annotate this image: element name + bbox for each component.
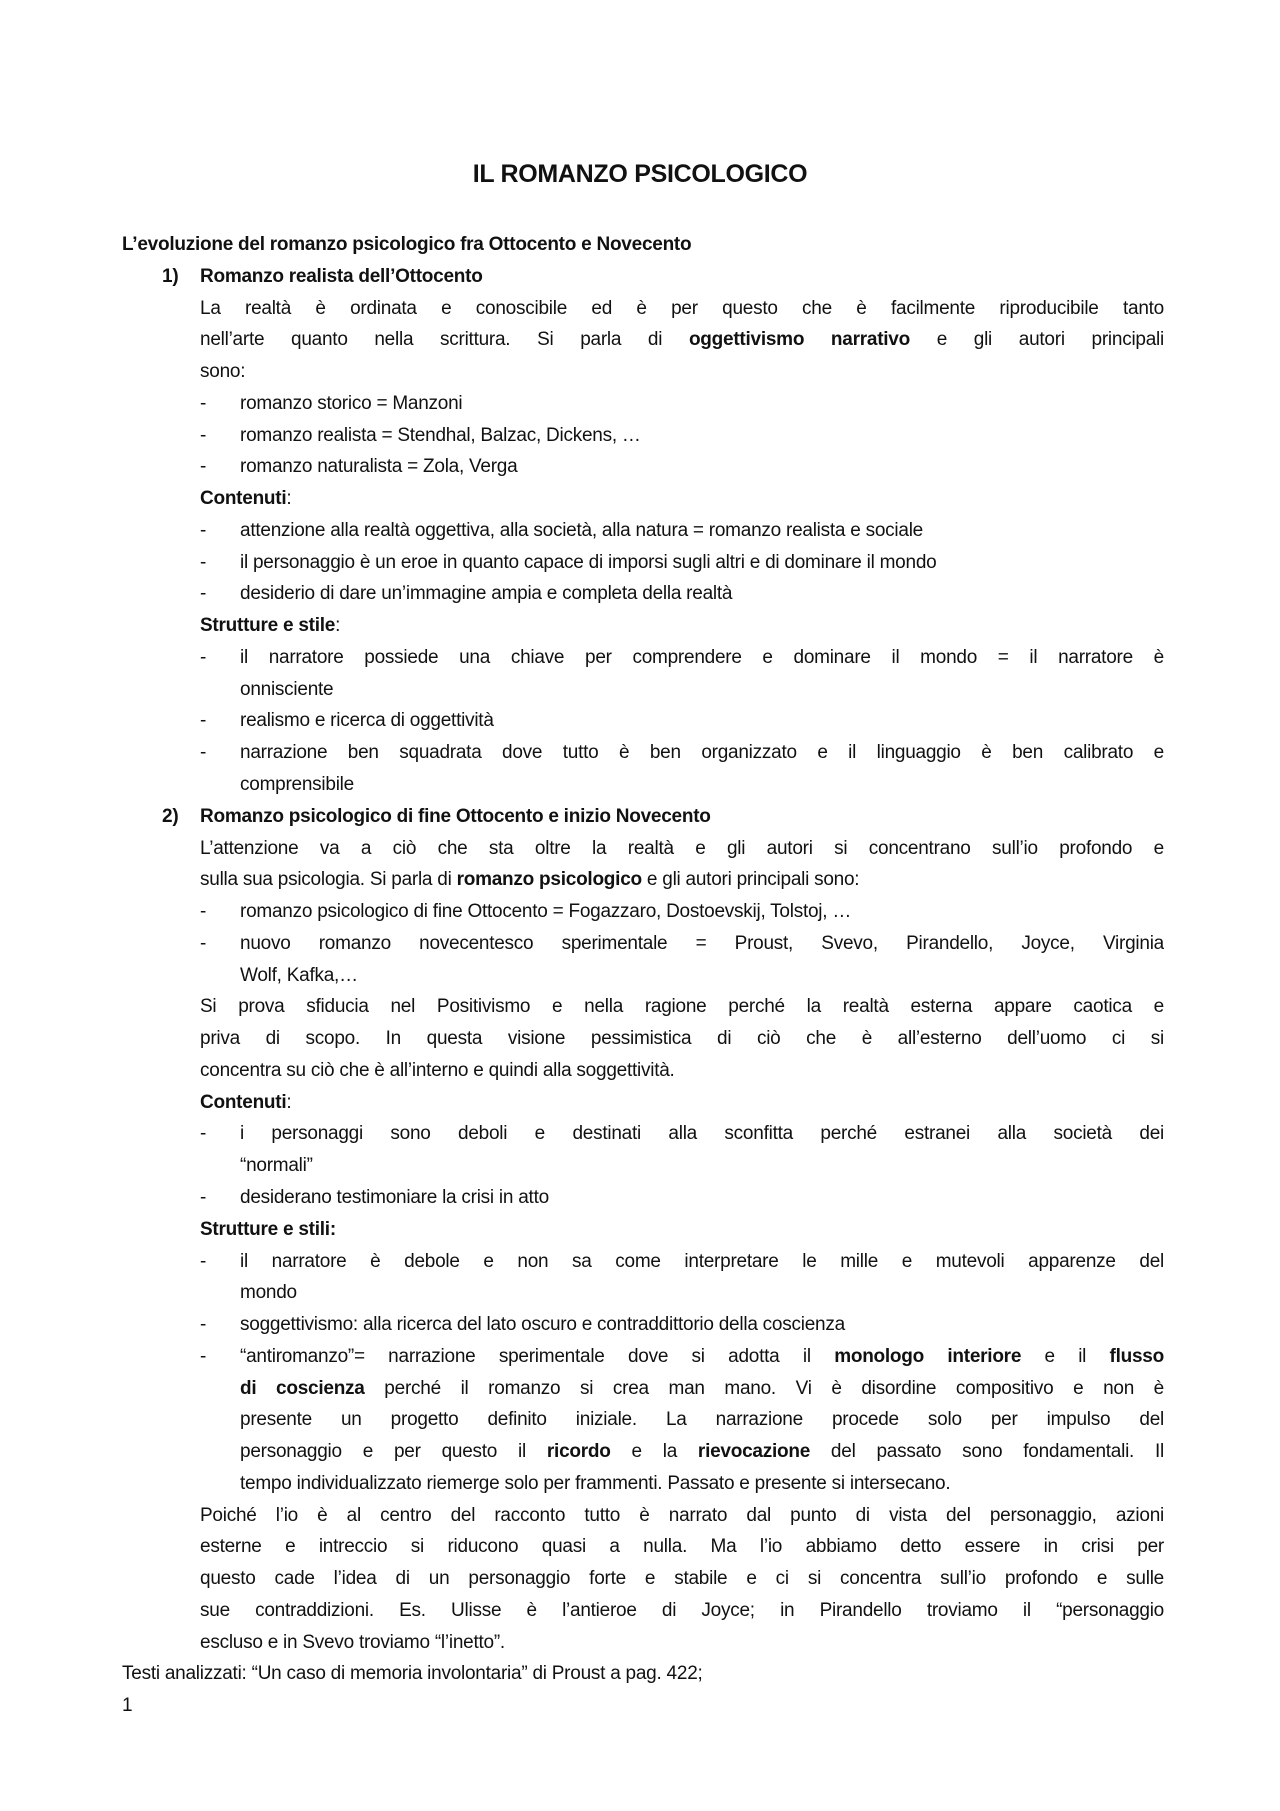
text-line [0, 833, 1280, 865]
line-text [122, 229, 1164, 261]
text-line [0, 769, 1280, 801]
bullet-dash: - [200, 1186, 207, 1208]
line-text [200, 293, 1164, 325]
line-text [240, 737, 1164, 769]
list-number: 1) [162, 265, 179, 287]
bullet-dash: - [200, 646, 207, 668]
text-line [0, 324, 1280, 356]
line-text [240, 547, 1164, 579]
text-segment: personaggio e per questo il [240, 1441, 547, 1463]
line-text [200, 1055, 1164, 1087]
line-text [240, 896, 1164, 928]
line-text [240, 1341, 1164, 1373]
bullet-item [0, 1309, 1280, 1341]
text-line [0, 960, 1280, 992]
text-line [0, 1500, 1280, 1532]
text-segment: : [335, 615, 341, 637]
text-line [0, 1373, 1280, 1405]
text-segment: soggettivismo: alla ricerca del lato oscuro e contraddittorio della coscienza [240, 1314, 845, 1336]
line-text [200, 1023, 1164, 1055]
text-segment: tempo individualizzato riemerge solo per frammenti. Passato e presente si intersecano. [240, 1472, 951, 1494]
text-line [0, 1563, 1280, 1595]
bullet-item [0, 642, 1280, 674]
section-heading [0, 1658, 1280, 1690]
bullet-dash: - [200, 901, 207, 923]
line-text [240, 1436, 1164, 1468]
document-body [0, 229, 1280, 1690]
text-segment: Testi analizzati: “Un caso di memoria involontaria” di Proust a pag. 422; [122, 1663, 703, 1685]
text-segment: romanzo psicologico di fine Ottocento = Fogazzaro, Dostoevskij, Tolstoj, … [240, 901, 852, 923]
text-segment: sue contraddizioni. Es. Ulisse è l’antieroe di Joyce; in Pirandello troviamo il “personaggio [200, 1599, 1164, 1621]
line-text [240, 1118, 1164, 1150]
bullet-dash: - [200, 551, 207, 573]
text-segment: “antiromanzo”= narrazione sperimentale dove si adotta il [240, 1345, 835, 1367]
line-text [200, 1627, 1164, 1659]
text-segment: e la [610, 1441, 698, 1463]
bold-text: L’evoluzione del romanzo psicologico fra Ottocento e Novecento [122, 234, 692, 255]
text-segment: escluso e in Svevo troviamo “l’inetto”. [200, 1631, 505, 1653]
bullet-item [0, 1118, 1280, 1150]
line-text [200, 1595, 1164, 1627]
text-line [0, 293, 1280, 325]
text-segment: onnisciente [240, 678, 334, 700]
numbered-heading [0, 801, 1280, 833]
text-segment: il personaggio è un eroe in quanto capace di imporsi sugli altri e di dominare il mondo [240, 551, 937, 573]
bullet-dash: - [200, 1314, 207, 1336]
bold-text: monologo interiore [834, 1345, 1022, 1367]
bullet-dash: - [200, 1345, 207, 1367]
text-segment: e gli autori principali [909, 329, 1164, 351]
text-segment: Poiché l’io è al centro del racconto tutto è narrato dal punto di vista del personaggio, azioni [200, 1504, 1164, 1526]
line-text [240, 420, 1164, 452]
line-text [122, 1658, 1164, 1690]
bullet-dash: - [200, 519, 207, 541]
bullet-item [0, 896, 1280, 928]
text-line [0, 674, 1280, 706]
line-text [200, 1563, 1164, 1595]
text-segment: narrazione ben squadrata dove tutto è ben organizzato e il linguaggio è ben calibrato e [240, 742, 1164, 764]
bullet-item [0, 1341, 1280, 1373]
text-line [0, 356, 1280, 388]
text-segment: esterne e intreccio si riducono quasi a nulla. Ma l’io abbiamo detto essere in crisi per [200, 1536, 1164, 1558]
text-line [0, 1436, 1280, 1468]
line-text [240, 1309, 1164, 1341]
text-segment: priva di scopo. In questa visione pessimistica di ciò che è all’esterno dell’uomo ci si [200, 1028, 1164, 1050]
text-segment: desiderano testimoniare la crisi in atto [240, 1186, 549, 1208]
line-text [200, 991, 1164, 1023]
line-text [240, 1468, 1164, 1500]
text-segment: concentra su ciò che è all’interno e quindi alla soggettività. [200, 1059, 675, 1081]
text-segment: sulla sua psicologia. Si parla di [200, 869, 457, 891]
text-segment: L’attenzione va a ciò che sta oltre la realtà e gli autori si concentrano sull’io profondo e [200, 837, 1164, 859]
bullet-item [0, 1182, 1280, 1214]
text-segment: mondo [240, 1282, 297, 1304]
bullet-item [0, 737, 1280, 769]
text-segment: comprensibile [240, 774, 354, 796]
text-line [0, 1055, 1280, 1087]
bold-text: Contenuti [200, 1091, 287, 1113]
text-line [0, 1627, 1280, 1659]
text-segment: nuovo romanzo novecentesco sperimentale = Proust, Svevo, Pirandello, Joyce, Virginia [240, 932, 1164, 954]
bullet-item [0, 515, 1280, 547]
text-segment: il narratore possiede una chiave per comprendere e dominare il mondo = il narratore è [240, 646, 1164, 668]
line-text [240, 1373, 1164, 1405]
text-line [0, 1468, 1280, 1500]
section-heading [0, 229, 1280, 261]
bold-text: rievocazione [697, 1441, 811, 1463]
bullet-item [0, 420, 1280, 452]
line-text [200, 801, 1164, 833]
text-line [0, 1404, 1280, 1436]
line-text [240, 769, 1164, 801]
line-text [200, 1214, 1164, 1246]
text-segment: del passato sono fondamentali. Il [810, 1441, 1164, 1463]
bullet-dash: - [200, 742, 207, 764]
line-text [240, 642, 1164, 674]
line-text [200, 356, 1164, 388]
numbered-heading [0, 261, 1280, 293]
bullet-item [0, 705, 1280, 737]
bullet-dash: - [200, 1250, 207, 1272]
bold-text: Romanzo realista dell’Ottocento [200, 265, 483, 287]
line-text [200, 483, 1164, 515]
bullet-dash: - [200, 424, 207, 446]
text-segment: questo cade l’idea di un personaggio forte e stabile e ci si concentra sull’io profondo e sulle [200, 1568, 1164, 1590]
text-line [0, 991, 1280, 1023]
text-segment: romanzo realista = Stendhal, Balzac, Dickens, … [240, 424, 641, 446]
line-text [200, 833, 1164, 865]
line-text [240, 1277, 1164, 1309]
line-text [240, 928, 1164, 960]
text-line [0, 1087, 1280, 1119]
bold-text: Strutture e stile [200, 615, 336, 637]
text-segment: i personaggi sono deboli e destinati alla sconfitta perché estranei alla società dei [240, 1123, 1164, 1145]
line-text [200, 324, 1164, 356]
text-segment: attenzione alla realtà oggettiva, alla società, alla natura = romanzo realista e sociale [240, 519, 924, 541]
text-segment: e gli autori principali sono: [641, 869, 860, 891]
bullet-dash: - [200, 392, 207, 414]
line-text [200, 864, 1164, 896]
text-line [0, 864, 1280, 896]
bold-text: flusso [1109, 1345, 1164, 1367]
list-number: 2) [162, 805, 179, 827]
line-text [200, 1500, 1164, 1532]
bullet-dash: - [200, 932, 207, 954]
bold-text: Contenuti [200, 488, 287, 510]
text-segment: realismo e ricerca di oggettività [240, 710, 494, 732]
bullet-item [0, 1246, 1280, 1278]
text-segment: : [286, 1091, 292, 1113]
line-text [240, 1404, 1164, 1436]
line-text [240, 1246, 1164, 1278]
text-segment: e il [1021, 1345, 1110, 1367]
text-line [0, 483, 1280, 515]
line-text [200, 610, 1164, 642]
line-text [200, 1087, 1164, 1119]
text-segment: “normali” [240, 1155, 313, 1177]
text-segment: romanzo naturalista = Zola, Verga [240, 456, 518, 478]
line-text [240, 960, 1164, 992]
bullet-item [0, 547, 1280, 579]
text-segment: La realtà è ordinata e conoscibile ed è per questo che è facilmente riproducibile tanto [200, 297, 1164, 319]
bold-text: romanzo psicologico [456, 869, 642, 891]
line-text [240, 451, 1164, 483]
bullet-dash: - [200, 1123, 207, 1145]
bullet-item [0, 388, 1280, 420]
text-segment: Wolf, Kafka,… [240, 964, 358, 986]
bold-text: Romanzo psicologico di fine Ottocento e inizio Novecento [200, 805, 711, 827]
bullet-item [0, 928, 1280, 960]
bullet-item [0, 451, 1280, 483]
line-text [240, 705, 1164, 737]
text-line [0, 1531, 1280, 1563]
text-segment: : [286, 488, 292, 510]
text-line [0, 1023, 1280, 1055]
text-line [0, 1595, 1280, 1627]
bold-text: oggettivismo narrativo [688, 329, 910, 351]
text-segment: desiderio di dare un’immagine ampia e completa della realtà [240, 583, 733, 605]
bold-text: di coscienza [240, 1377, 365, 1399]
text-segment: il narratore è debole e non sa come interpretare le mille e mutevoli apparenze del [240, 1250, 1164, 1272]
text-segment: Si prova sfiducia nel Positivismo e nella ragione perché la realtà esterna appare caotica e [200, 996, 1164, 1018]
line-text [240, 674, 1164, 706]
line-text [200, 261, 1164, 293]
bullet-item [0, 578, 1280, 610]
line-text [240, 1182, 1164, 1214]
text-line [0, 1214, 1280, 1246]
line-text [200, 1531, 1164, 1563]
bullet-dash: - [200, 583, 207, 605]
text-segment: presente un progetto definito iniziale. La narrazione procede solo per impulso del [240, 1409, 1164, 1431]
document-title: IL ROMANZO PSICOLOGICO [472, 160, 808, 188]
line-text [240, 515, 1164, 547]
text-line [0, 1277, 1280, 1309]
line-text [240, 578, 1164, 610]
text-line [0, 1150, 1280, 1182]
text-segment: sono: [200, 361, 246, 383]
text-segment: romanzo storico = Manzoni [240, 392, 463, 414]
page-number: 1 [122, 1695, 133, 1716]
text-segment: nell’arte quanto nella scrittura. Si parla di [200, 329, 689, 351]
bold-text: Strutture e stili: [200, 1218, 336, 1240]
text-line [0, 610, 1280, 642]
text-segment: perché il romanzo si crea man mano. Vi è disordine compositivo e non è [364, 1377, 1164, 1399]
line-text [240, 1150, 1164, 1182]
bold-text: ricordo [546, 1441, 611, 1463]
bullet-dash: - [200, 456, 207, 478]
bullet-dash: - [200, 710, 207, 732]
line-text [240, 388, 1164, 420]
